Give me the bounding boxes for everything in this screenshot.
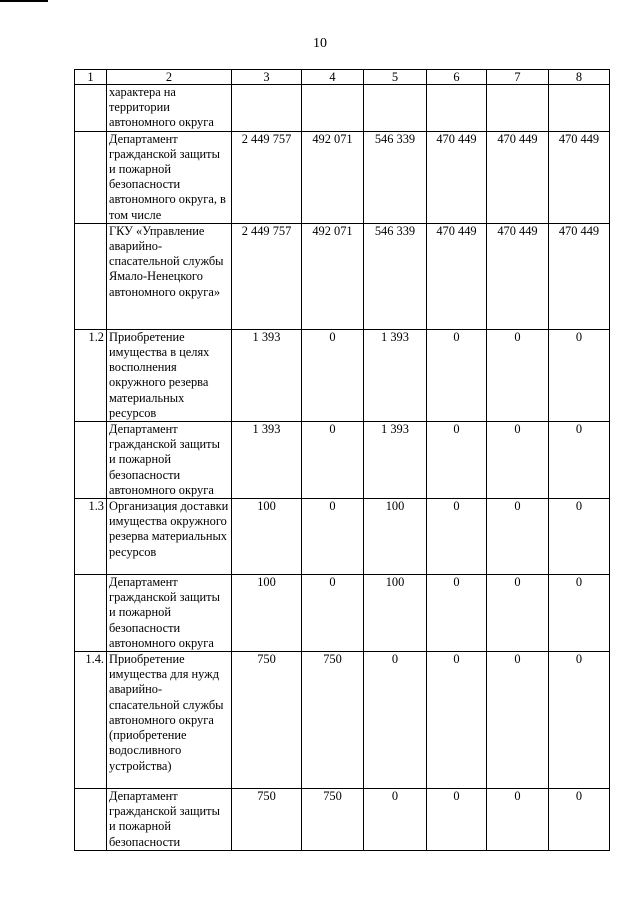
- header-row: [75, 70, 610, 85]
- value-cell: 0: [427, 789, 487, 851]
- value-cell: 0: [427, 575, 487, 652]
- value-cell: 750: [302, 652, 364, 789]
- row-number: [75, 223, 107, 329]
- row-number: 1.2: [75, 329, 107, 421]
- value-cell: 0: [302, 575, 364, 652]
- table-row: [75, 223, 610, 329]
- value-cell: 2 449 757: [232, 223, 302, 329]
- table-row: [75, 652, 610, 789]
- value-cell: 0: [427, 652, 487, 789]
- value-cell: 100: [232, 499, 302, 575]
- value-cell: 470 449: [427, 223, 487, 329]
- value-cell: 750: [232, 652, 302, 789]
- value-cell: 0: [487, 329, 549, 421]
- budget-table: [74, 69, 610, 851]
- value-cell: 100: [364, 499, 427, 575]
- value-cell: [427, 85, 487, 132]
- table-row: [75, 131, 610, 223]
- column-header: 4: [302, 70, 364, 85]
- row-number: [75, 422, 107, 499]
- row-number: [75, 85, 107, 132]
- column-header: 3: [232, 70, 302, 85]
- row-number: [75, 131, 107, 223]
- table-row: [75, 789, 610, 851]
- value-cell: 750: [232, 789, 302, 851]
- value-cell: 546 339: [364, 223, 427, 329]
- row-name: Департамент гражданской защиты и пожарной безопасности автономного округа: [107, 575, 232, 652]
- row-number: 1.4.: [75, 652, 107, 789]
- row-name: ГКУ «Управление аварийно-спасательной службы Ямало-Ненецкого автономного округа»: [107, 223, 232, 329]
- column-header: 6: [427, 70, 487, 85]
- value-cell: 100: [232, 575, 302, 652]
- row-name: Департамент гражданской защиты и пожарной безопасности: [107, 789, 232, 851]
- value-cell: 470 449: [549, 223, 610, 329]
- value-cell: 1 393: [232, 422, 302, 499]
- value-cell: 750: [302, 789, 364, 851]
- value-cell: 0: [487, 499, 549, 575]
- value-cell: 1 393: [364, 329, 427, 421]
- row-number: [75, 789, 107, 851]
- value-cell: [364, 85, 427, 132]
- value-cell: 0: [549, 329, 610, 421]
- page-number: 10: [313, 36, 327, 51]
- value-cell: 0: [302, 422, 364, 499]
- value-cell: 0: [549, 575, 610, 652]
- row-number: [75, 575, 107, 652]
- value-cell: 0: [302, 329, 364, 421]
- value-cell: 0: [302, 499, 364, 575]
- value-cell: 0: [487, 652, 549, 789]
- value-cell: 0: [427, 329, 487, 421]
- value-cell: 470 449: [427, 131, 487, 223]
- value-cell: 100: [364, 575, 427, 652]
- table-row: [75, 329, 610, 421]
- table-row: [75, 85, 610, 132]
- value-cell: 0: [549, 789, 610, 851]
- row-number: 1.3: [75, 499, 107, 575]
- value-cell: 2 449 757: [232, 131, 302, 223]
- column-header: 2: [107, 70, 232, 85]
- column-header: 5: [364, 70, 427, 85]
- row-name: характера на территории автономного округа: [107, 85, 232, 132]
- row-name: Приобретение имущества для нужд аварийно-спасательной службы автономного округа (приобретение водосливного устройства): [107, 652, 232, 789]
- column-header: 8: [549, 70, 610, 85]
- corner-scan-mark: [0, 0, 48, 2]
- value-cell: 1 393: [232, 329, 302, 421]
- value-cell: [487, 85, 549, 132]
- table-row: [75, 499, 610, 575]
- value-cell: 0: [549, 422, 610, 499]
- value-cell: 492 071: [302, 223, 364, 329]
- value-cell: 0: [549, 652, 610, 789]
- row-name: Приобретение имущества в целях восполнения окружного резерва материальных ресурсов: [107, 329, 232, 421]
- value-cell: 0: [427, 422, 487, 499]
- value-cell: 546 339: [364, 131, 427, 223]
- value-cell: [302, 85, 364, 132]
- value-cell: 1 393: [364, 422, 427, 499]
- value-cell: 0: [487, 789, 549, 851]
- table-row: [75, 422, 610, 499]
- table-row: [75, 575, 610, 652]
- value-cell: 0: [549, 499, 610, 575]
- value-cell: 492 071: [302, 131, 364, 223]
- row-name: Департамент гражданской защиты и пожарной безопасности автономного округа: [107, 422, 232, 499]
- value-cell: 0: [364, 652, 427, 789]
- value-cell: 0: [364, 789, 427, 851]
- value-cell: [232, 85, 302, 132]
- column-header: 1: [75, 70, 107, 85]
- row-name: Департамент гражданской защиты и пожарной безопасности автономного округа, в том числе: [107, 131, 232, 223]
- value-cell: 470 449: [549, 131, 610, 223]
- value-cell: 0: [427, 499, 487, 575]
- row-name: Организация доставки имущества окружного резерва материальных ресурсов: [107, 499, 232, 575]
- value-cell: [549, 85, 610, 132]
- value-cell: 470 449: [487, 223, 549, 329]
- value-cell: 470 449: [487, 131, 549, 223]
- value-cell: 0: [487, 422, 549, 499]
- column-header: 7: [487, 70, 549, 85]
- value-cell: 0: [487, 575, 549, 652]
